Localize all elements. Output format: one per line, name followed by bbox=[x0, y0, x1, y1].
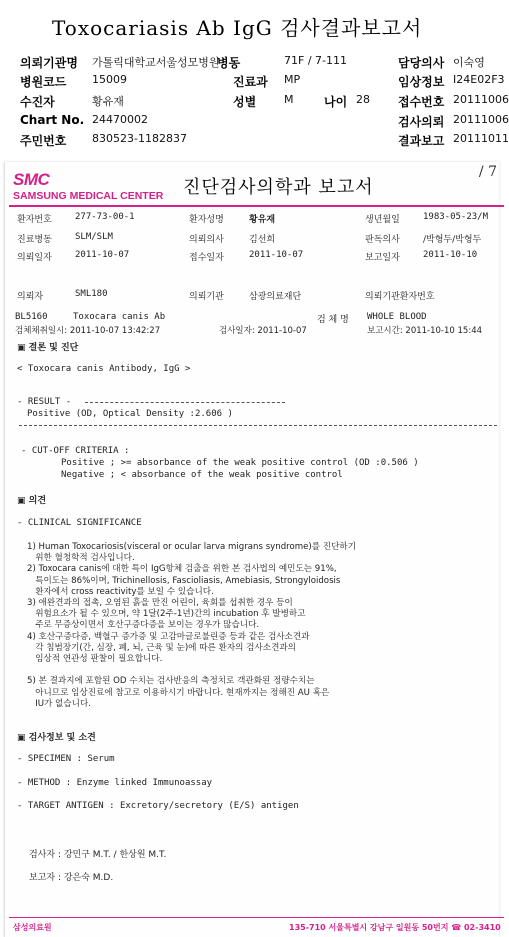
header-row-2 bbox=[5, 232, 500, 246]
clinical-line: 특이도는 86%이며, Trichinellosis, Fascioliasis, Amebiasis, Strongyloidosis bbox=[27, 575, 341, 586]
clinical-line: 3) 애완견과의 접촉, 오염된 흙을 만진 어린이, 육회를 섭취한 경우 등이 bbox=[27, 598, 293, 608]
label-ward: 병동 bbox=[217, 56, 241, 70]
summary-row-chart bbox=[0, 111, 509, 130]
specimen-line: - SPECIMEN : Serum bbox=[17, 754, 115, 764]
label-department: 진료과 bbox=[233, 75, 268, 89]
specimen-name-label: 검 체 명 bbox=[317, 315, 349, 325]
summary-row-hospital-code bbox=[0, 71, 505, 90]
test-code: BL5160 bbox=[15, 312, 48, 322]
smc-logo-mark: SMC bbox=[13, 170, 50, 189]
collect-datetime: 검체채취일시: 2011-10-07 13:42:27 bbox=[15, 326, 161, 336]
antibody-line: < Toxocara canis Antibody, IgG > bbox=[17, 364, 191, 374]
hdr-recv-date-label: 접수일자 bbox=[189, 253, 224, 263]
label-sex: 성별 bbox=[233, 95, 257, 109]
report-title: 진단검사의학과 보고서 bbox=[183, 177, 374, 198]
value-receipt-no: 20111006 bbox=[453, 93, 509, 106]
value-ward: 71F / 7-111 bbox=[284, 54, 347, 67]
report-main-title: Toxocariasis Ab IgG 검사결과보고서 bbox=[52, 16, 423, 40]
hdr-ward: SLM/SLM bbox=[75, 232, 113, 242]
hdr-birth: 1983-05-23/M bbox=[423, 212, 489, 222]
hdr-inst-patient-no-label: 의뢰기관환자번호 bbox=[365, 292, 435, 302]
method-line: - METHOD : Enzyme linked Immunoassay bbox=[17, 778, 213, 788]
result-label: - RESULT - bbox=[17, 397, 72, 407]
value-hospital-code: 15009 bbox=[92, 73, 127, 86]
value-result-report: 20111011 bbox=[453, 132, 509, 145]
hdr-req-doctor-label: 의뢰의사 bbox=[189, 235, 224, 245]
test-date: 검사일자: 2011-10-07 bbox=[219, 326, 307, 336]
hdr-patient-no-label: 환자번호 bbox=[17, 215, 52, 225]
clinical-label: - CLINICAL SIGNIFICANCE bbox=[17, 518, 142, 528]
header-row-1 bbox=[5, 212, 500, 226]
test-line bbox=[5, 312, 500, 324]
clinical-line: 아니므로 임상진료에 참고로 이용하시기 바랍니다. 현재까지는 정해진 AU 혹은 bbox=[27, 687, 330, 698]
value-institution: 가톨릭대학교서울성모병원 bbox=[92, 56, 220, 69]
hdr-recv-date: 2011-10-07 bbox=[249, 250, 304, 260]
label-test-request: 검사의뢰 bbox=[398, 115, 445, 129]
value-age: 28 bbox=[356, 93, 370, 106]
hdr-institution: 삼광의료재단 bbox=[249, 292, 302, 302]
clinical-line: 환자에서 cross reactivity를 보일 수 있습니다. bbox=[27, 586, 214, 597]
smc-logo-name: SAMSUNG MEDICAL CENTER bbox=[13, 190, 164, 202]
header-row-3 bbox=[5, 250, 500, 264]
label-resident-no: 주민번호 bbox=[20, 134, 67, 148]
hdr-requester-label: 의뢰자 bbox=[17, 292, 44, 302]
footer-rule bbox=[9, 917, 504, 918]
value-clinical-info: I24E02F3 bbox=[453, 73, 505, 86]
label-patient: 수진자 bbox=[20, 95, 55, 109]
hdr-requester: SML180 bbox=[75, 289, 108, 299]
report-time: 보고시간: 2011-10-10 15:44 bbox=[367, 326, 483, 336]
antigen-line: - TARGET ANTIGEN : Excretory/secretory (E/S) antigen bbox=[17, 801, 299, 811]
hdr-req-date: 2011-10-07 bbox=[75, 250, 130, 260]
clinical-line: IU가 없습니다. bbox=[27, 698, 91, 709]
result-heading: ▣ 결론 및 진단 bbox=[17, 343, 79, 353]
info-heading: ▣ 검사정보 및 소견 bbox=[17, 733, 96, 743]
summary-row-institution bbox=[0, 52, 499, 71]
result-dash-1 bbox=[85, 402, 285, 403]
reporter-line: 보고자 : 강은숙 M.D. bbox=[29, 873, 114, 883]
value-department: MP bbox=[284, 73, 301, 86]
hdr-req-date-label: 의뢰일자 bbox=[17, 253, 52, 263]
header-row-4 bbox=[5, 289, 500, 303]
clinical-line: 1) Human Toxocariosis(visceral or ocular larva migrans syndrome)를 진단하기 bbox=[27, 542, 357, 552]
cutoff-negative: Negative ; < absorbance of the weak positive control bbox=[61, 470, 343, 480]
hdr-patient-name-label: 환자성명 bbox=[189, 215, 224, 225]
hdr-patient-no: 277-73-00-1 bbox=[75, 212, 135, 222]
summary-panel bbox=[0, 0, 509, 158]
scanned-report bbox=[4, 162, 499, 937]
footer-org: 삼성의료원 bbox=[13, 923, 52, 932]
hdr-report-date: 2011-10-10 bbox=[423, 250, 478, 260]
cutoff-positive: Positive ; >= absorbance of the weak positive control (OD :0.506 ) bbox=[61, 458, 419, 468]
label-doctor: 담당의사 bbox=[398, 56, 445, 70]
opinion-heading: ▣ 의견 bbox=[17, 496, 47, 506]
smc-logo bbox=[13, 170, 164, 202]
hdr-req-doctor: 김선희 bbox=[249, 235, 276, 245]
label-chart-no: Chart No. bbox=[20, 113, 85, 127]
result-value: Positive (OD, Optical Density :2.606 ) bbox=[27, 409, 233, 419]
label-hospital-code: 병원코드 bbox=[20, 75, 67, 89]
label-receipt-no: 접수번호 bbox=[398, 95, 445, 109]
hdr-reader-label: 판독의사 bbox=[365, 235, 400, 245]
header-rule bbox=[9, 205, 504, 207]
hdr-ward-label: 진료병동 bbox=[17, 235, 52, 245]
clinical-line: 위험요소가 될 수 있으며, 약 1달(2주-1년)간의 incubation 후 발병하고 bbox=[27, 609, 306, 620]
clinical-line: 임상적 연관성 판찰이 필요합니다. bbox=[27, 654, 163, 664]
hdr-report-date-label: 보고일자 bbox=[365, 253, 400, 263]
clinical-line: 5) 본 결과지에 포함된 OD 수치는 검사반응의 측정치로 객관화된 정량수치는 bbox=[27, 676, 315, 687]
label-age: 나이 bbox=[324, 95, 348, 109]
clinical-line: 각 침범장기(간, 심장, 폐, 뇌, 근육 및 눈)에 따른 환자의 검사소견과의 bbox=[27, 642, 296, 653]
tester-line: 검사자 : 강민구 M.T. / 한상원 M.T. bbox=[29, 850, 167, 860]
label-institution: 의뢰기관명 bbox=[20, 56, 78, 70]
result-dash-2 bbox=[19, 425, 497, 426]
cutoff-label: - CUT-OFF CRITERIA : bbox=[21, 446, 130, 456]
hdr-birth-label: 생년월일 bbox=[365, 215, 400, 225]
value-sex: M bbox=[284, 93, 294, 106]
value-chart-no: 24470002 bbox=[92, 113, 148, 126]
hdr-reader: /박형두/박형두 bbox=[423, 235, 482, 245]
clinical-line: 주로 무증상이면서 호산구증다증을 보이는 경우가 많습니다. bbox=[27, 620, 260, 631]
value-patient: 황유재 bbox=[92, 95, 124, 108]
value-test-request: 20111006 bbox=[453, 113, 509, 126]
summary-row-patient bbox=[0, 91, 509, 110]
specimen-name: WHOLE BLOOD bbox=[367, 312, 427, 322]
value-resident-no: 830523-1182837 bbox=[92, 132, 187, 145]
hdr-institution-label: 의뢰기관 bbox=[189, 292, 224, 302]
label-clinical-info: 임상정보 bbox=[398, 75, 445, 89]
clinical-line: 4) 호산구증다증, 백혈구 증가증 및 고감마글로불린증 등과 같은 검사소견과 bbox=[27, 631, 310, 642]
value-doctor: 이숙영 bbox=[453, 56, 485, 69]
clinical-line: 위한 혈청학적 검사입니다. bbox=[27, 553, 135, 564]
label-result-report: 결과보고 bbox=[398, 134, 445, 148]
summary-row-resident-no bbox=[0, 130, 509, 149]
test-name: Toxocara canis Ab bbox=[73, 312, 166, 322]
clinical-line: 2) Toxocara canis에 대한 특이 IgG항체 검출을 위한 본 검사법의 예민도는 91%, bbox=[27, 564, 337, 575]
dates-line bbox=[5, 324, 500, 336]
corner-mark: / 7 bbox=[478, 164, 497, 180]
footer-address: 135-710 서울특별시 강남구 일원동 50번지 ☎ 02-3410 bbox=[289, 923, 501, 932]
hdr-patient-name: 황유재 bbox=[249, 215, 276, 225]
